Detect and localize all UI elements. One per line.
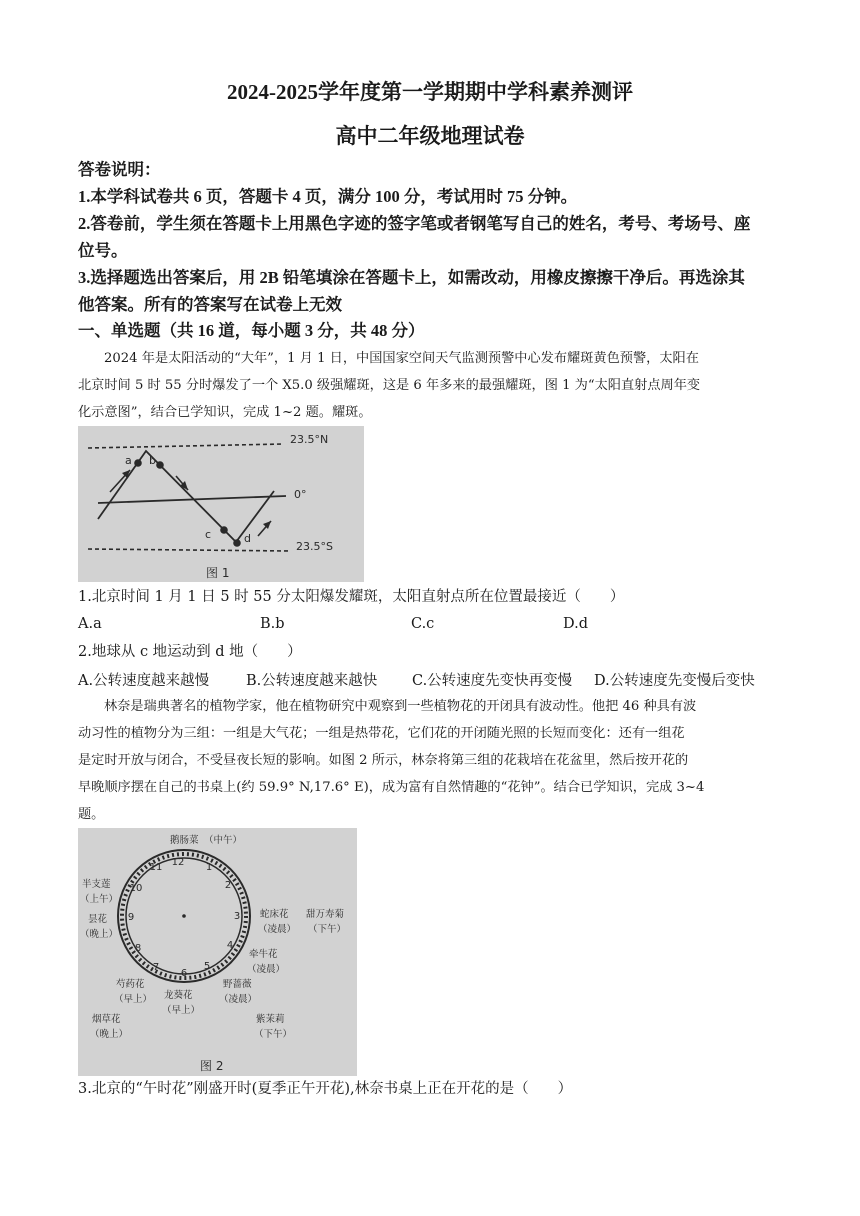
clock-numeral: 11 <box>149 862 163 873</box>
clock-numeral: 7 <box>152 962 160 973</box>
instruction-line: 2.答卷前，学生须在答题卡上用黑色字迹的签字笔或者钢笔写自己的姓名，考号、考场号、座 <box>78 214 751 233</box>
flower-time: （凌晨） <box>247 964 286 975</box>
clock-numeral: 1 <box>205 862 213 873</box>
section-heading: 一、单选题（共 16 道，每小题 3 分，共 48 分） <box>78 321 425 340</box>
latitude-label-north: 23.5°N <box>290 433 329 446</box>
instructions-heading: 答卷说明： <box>78 160 161 179</box>
passage2-line: 是定时开放与闭合，不受昼夜长短的影响。如图 2 所示，林奈将第三组的花栽培在花盆里，然后按开花的 <box>78 753 689 768</box>
flower-name: 鹅肠菜 <box>170 835 199 846</box>
instruction-line: 他答案。所有的答案写在试卷上无效 <box>78 295 342 314</box>
question-2-stem: 2.地球从 c 地运动到 d 地（ ） <box>78 644 302 660</box>
point-c-label: c <box>205 528 212 541</box>
flower-time: （凌晨） <box>258 924 297 935</box>
instruction-line: 位号。 <box>78 241 128 260</box>
q1-option-d: D.d <box>563 616 588 632</box>
q2-option-d: D.公转速度先变慢后变快 <box>594 673 755 689</box>
point-c-marker <box>220 526 228 534</box>
flower-name: 紫茉莉 <box>256 1014 285 1025</box>
q1-option-a: A.a <box>78 616 102 632</box>
q1-option-c: C.c <box>411 616 435 632</box>
flower-time: （上午） <box>80 894 119 905</box>
clock-numeral: 5 <box>203 961 211 972</box>
clock-numeral: 2 <box>224 880 232 891</box>
flower-time: （早上） <box>114 994 153 1005</box>
q2-option-b: B.公转速度越来越快 <box>246 673 378 689</box>
point-a-marker <box>134 459 142 467</box>
figure1-subsolar-point-diagram <box>78 426 364 582</box>
flower-time: （凌晨） <box>219 994 258 1005</box>
passage1-line: 北京时间 5 时 55 分时爆发了一个 X5.0 级强耀斑，这是 6 年多来的最强耀斑，图 1 为“太阳直射点周年变 <box>78 378 701 393</box>
latitude-label-equator: 0° <box>294 488 307 501</box>
flower-name: 芍药花 <box>116 979 145 990</box>
passage2-line: 动习性的植物分为三组：一组是大气花；一组是热带花，它们花的开闭随光照的长短而变化：还有一组花 <box>78 726 685 741</box>
clock-numeral: 12 <box>171 857 185 868</box>
latitude-label-south: 23.5°S <box>296 540 333 553</box>
flower-time: （下午） <box>254 1029 293 1040</box>
flower-name: 蛇床花 <box>260 909 289 920</box>
passage2-line: 林奈是瑞典著名的植物学家，他在植物研究中观察到一些植物花的开闭具有波动性。他把 46 种具有波 <box>104 699 697 714</box>
flower-time: （晚上） <box>90 1029 129 1040</box>
exam-title: 2024-2025学年度第一学期期中学科素养测评 <box>227 80 633 104</box>
clock-numeral: 6 <box>180 968 188 979</box>
clock-numeral: 10 <box>129 883 143 894</box>
flower-name: 烟草花 <box>92 1014 121 1025</box>
figure1-background <box>78 426 364 582</box>
clock-numeral: 8 <box>134 943 142 954</box>
instruction-line: 1.本学科试卷共 6 页，答题卡 4 页，满分 100 分，考试用时 75 分钟。 <box>78 187 578 206</box>
flower-time: （下午） <box>308 924 347 935</box>
flower-name: 牵牛花 <box>249 949 278 960</box>
figure2-caption: 图 2 <box>200 1059 224 1073</box>
flower-name: 龙葵花 <box>164 990 193 1001</box>
exam-subtitle: 高中二年级地理试卷 <box>335 124 525 148</box>
flower-time: （中午） <box>204 835 243 846</box>
flower-time: （早上） <box>162 1005 201 1016</box>
flower-name: 野蔷薇 <box>223 979 252 990</box>
passage2-line: 题。 <box>78 807 105 822</box>
instruction-line: 3.选择题选出答案后，用 2B 铅笔填涂在答题卡上，如需改动，用橡皮擦擦干净后。再选涂其 <box>78 268 745 287</box>
figure1-caption: 图 1 <box>206 566 230 580</box>
passage1-line: 2024 年是太阳活动的“大年”，1 月 1 日，中国国家空间天气监测预警中心发布耀斑黄色预警，太阳在 <box>104 351 699 366</box>
flower-name: 半支莲 <box>82 879 111 890</box>
clock-numeral: 3 <box>233 911 241 922</box>
point-d-label: d <box>244 532 251 545</box>
clock-numeral: 4 <box>226 940 234 951</box>
passage1-line: 化示意图”，结合已学知识，完成 1~2 题。耀斑。 <box>78 405 372 420</box>
clock-numeral: 9 <box>127 912 135 923</box>
point-a-label: a <box>125 454 132 467</box>
q2-option-c: C.公转速度先变快再变慢 <box>412 673 573 689</box>
question-1-stem: 1.北京时间 1 月 1 日 5 时 55 分太阳爆发耀斑，太阳直射点所在位置最接近（ ） <box>78 589 625 605</box>
flower-time: （晚上） <box>80 929 119 940</box>
question-3-stem: 3.北京的“午时花”刚盛开时(夏季正午开花),林奈书桌上正在开花的是（ ） <box>78 1081 573 1097</box>
q1-option-b: B.b <box>260 616 285 632</box>
flower-name: 昙花 <box>88 914 108 925</box>
point-b-marker <box>156 461 164 469</box>
point-d-marker <box>233 539 241 547</box>
q2-option-a: A.公转速度越来越慢 <box>78 673 210 689</box>
figure2-flower-clock <box>78 828 357 1076</box>
flower-name: 甜万寿菊 <box>306 909 345 920</box>
clock-center-dot <box>182 914 186 918</box>
point-b-label: b <box>149 454 156 467</box>
passage2-line: 早晚顺序摆在自己的书桌上(约 59.9° N,17.6° E)，成为富有自然情趣的“花钟”。结合已学知识，完成 3~4 <box>78 780 705 795</box>
